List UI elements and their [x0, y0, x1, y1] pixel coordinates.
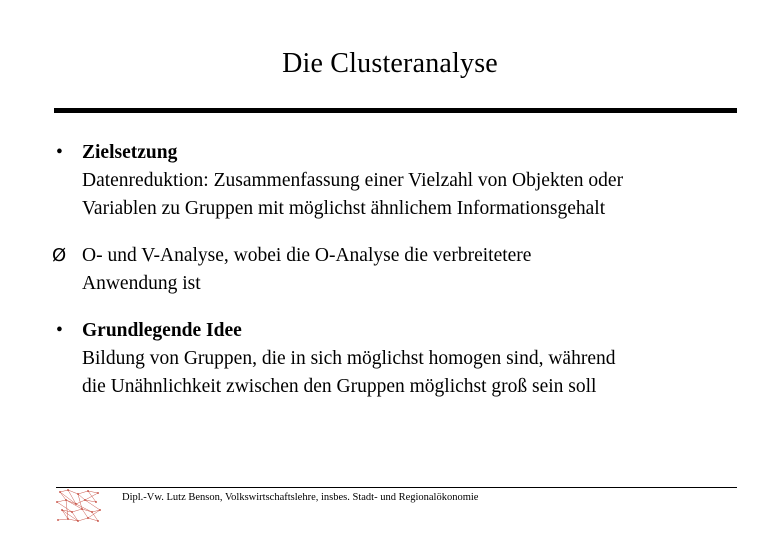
- logo-link: [72, 509, 82, 512]
- logo-node: [77, 520, 79, 522]
- logo-node: [59, 491, 61, 493]
- logo-node: [75, 503, 77, 505]
- logo-node: [95, 501, 97, 503]
- bullet-text: O- und V-Analyse, wobei die O-Analyse die verbreitetere: [82, 245, 532, 266]
- bullet-text-line: Datenreduktion: Zusammenfassung einer Vielzahl von Objekten oder: [82, 170, 624, 191]
- logo-node: [71, 511, 73, 513]
- logo-node: [61, 509, 63, 511]
- bullet-heading-line: [52, 317, 615, 345]
- logo-link: [85, 493, 98, 500]
- bullet-dot-icon: •: [56, 320, 63, 341]
- bullet-first-line: [52, 242, 531, 270]
- footer-divider: [56, 487, 737, 488]
- logo-node: [56, 501, 58, 503]
- slide-title: Die Clusteranalyse: [282, 48, 498, 79]
- bullet-heading: Zielsetzung: [82, 142, 178, 163]
- logo-node: [97, 520, 99, 522]
- logo-link: [58, 519, 68, 520]
- title-divider: [54, 108, 737, 113]
- bullet-item-grundlegende-idee: [52, 317, 615, 401]
- bullet-item-analyse: [52, 242, 531, 298]
- logo-node: [99, 509, 101, 511]
- footer-author-text: Dipl.-Vw. Lutz Benson, Volkswirtschaftslehre, insbes. Stadt- und Regionalökonomie: [122, 492, 479, 503]
- logo-node: [87, 517, 89, 519]
- logo-node: [91, 511, 93, 513]
- bullet-text-line: die Unähnlichkeit zwischen den Gruppen möglichst groß sein soll: [82, 376, 597, 397]
- logo-link: [60, 490, 68, 492]
- bullet-text-line: Bildung von Gruppen, die in sich möglichst homogen sind, während: [82, 348, 616, 369]
- bullet-text-line: Variablen zu Gruppen mit möglichst ähnlichem Informationsgehalt: [82, 198, 606, 219]
- logo-link: [76, 504, 92, 512]
- logo-node: [67, 518, 69, 520]
- logo-node: [65, 499, 67, 501]
- logo-link: [60, 492, 76, 504]
- bullet-heading-line: [52, 139, 623, 167]
- logo-link: [72, 512, 78, 521]
- logo-node: [84, 499, 86, 501]
- network-graph-logo-icon: [54, 488, 104, 524]
- logo-link: [57, 500, 66, 502]
- logo-node: [57, 519, 59, 521]
- logo-link: [78, 491, 88, 494]
- logo-link: [66, 500, 82, 509]
- logo-node: [81, 508, 83, 510]
- logo-link: [78, 518, 88, 521]
- bullet-item-zielsetzung: [52, 139, 623, 223]
- logo-link: [68, 490, 78, 494]
- bullet-dot-icon: •: [56, 142, 63, 163]
- bullet-heading: Grundlegende Idee: [82, 320, 242, 341]
- arrow-bullet-icon: Ø: [52, 245, 67, 266]
- logo-node: [77, 493, 79, 495]
- logo-node: [87, 490, 89, 492]
- logo-node: [97, 492, 99, 494]
- bullet-text-line: Anwendung ist: [82, 273, 201, 294]
- logo-node: [67, 489, 69, 491]
